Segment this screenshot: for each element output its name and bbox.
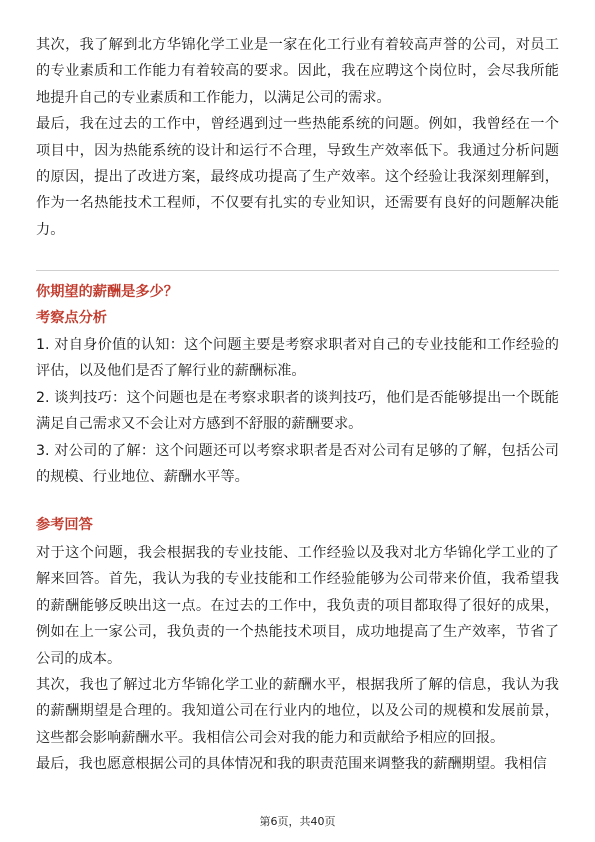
analysis-list <box>36 332 559 490</box>
section-divider <box>36 270 559 271</box>
document-page <box>36 0 559 842</box>
analysis-item: 3. 对公司的了解：这个问题还可以考察求职者是否对公司有足够的了解，包括公司的规模、行业地位、薪酬水平等。 <box>36 442 559 486</box>
paragraph-second-point: 其次，我了解到北方华锦化学工业是一家在化工行业有着较高声誉的公司，对员工的专业素质和工作能力有着较高的要求。因此，我在应聘这个岗位时，会尽我所能地提升自己的专业素质和工作能力，以满足公司的需求。 <box>36 37 559 106</box>
interview-question: 你期望的薪酬是多少？ <box>36 284 178 300</box>
answer-paragraph: 其次，我也了解过北方华锦化学工业的薪酬水平，根据我所了解的信息，我认为我的薪酬期望是合理的。我知道公司在行业内的地位，以及公司的规模和发展前景，这些都会影响薪酬水平。我相信公司会对我的能力和贡献给予相应的回报。 <box>36 677 559 746</box>
answer-heading: 参考回答 <box>36 517 93 533</box>
analysis-item: 1. 对自身价值的认知：这个问题主要是考察求职者对自己的专业技能和工作经验的评估，以及他们是否了解行业的薪酬标准。 <box>36 337 559 380</box>
answer-paragraph: 最后，我也愿意根据公司的具体情况和我的职责范围来调整我的薪酬期望。我相信 <box>36 756 547 773</box>
analysis-item: 2. 谈判技巧：这个问题也是在考察求职者的谈判技巧，他们是否能够提出一个既能满足自己需求又不会让对方感到不舒服的薪酬要求。 <box>36 389 559 433</box>
answer-paragraph: 对于这个问题，我会根据我的专业技能、工作经验以及我对北方华锦化学工业的了解来回答。首先，我认为我的专业技能和工作经验能够为公司带来价值，我希望我的薪酬能够反映出这一点。在过去的工作中，我负责的项目都取得了很好的成果，例如在上一家公司，我负责的一个热能技术项目，成功地提高了生产效率，节省了公司的成本。 <box>36 545 559 667</box>
page-number: 第6页，共40页 <box>259 815 336 828</box>
previous-answer-continuation <box>36 32 559 243</box>
reference-answer <box>36 540 559 778</box>
analysis-heading: 考察点分析 <box>36 310 107 326</box>
paragraph-third-point: 最后，我在过去的工作中，曾经遇到过一些热能系统的问题。例如，我曾经在一个项目中，因为热能系统的设计和运行不合理，导致生产效率低下。我通过分析问题的原因，提出了改进方案，最终成功提高了生产效率。这个经验让我深刻理解到，作为一名热能技术工程师，不仅要有扎实的专业知识，还需要有良好的问题解决能力。 <box>36 116 559 238</box>
